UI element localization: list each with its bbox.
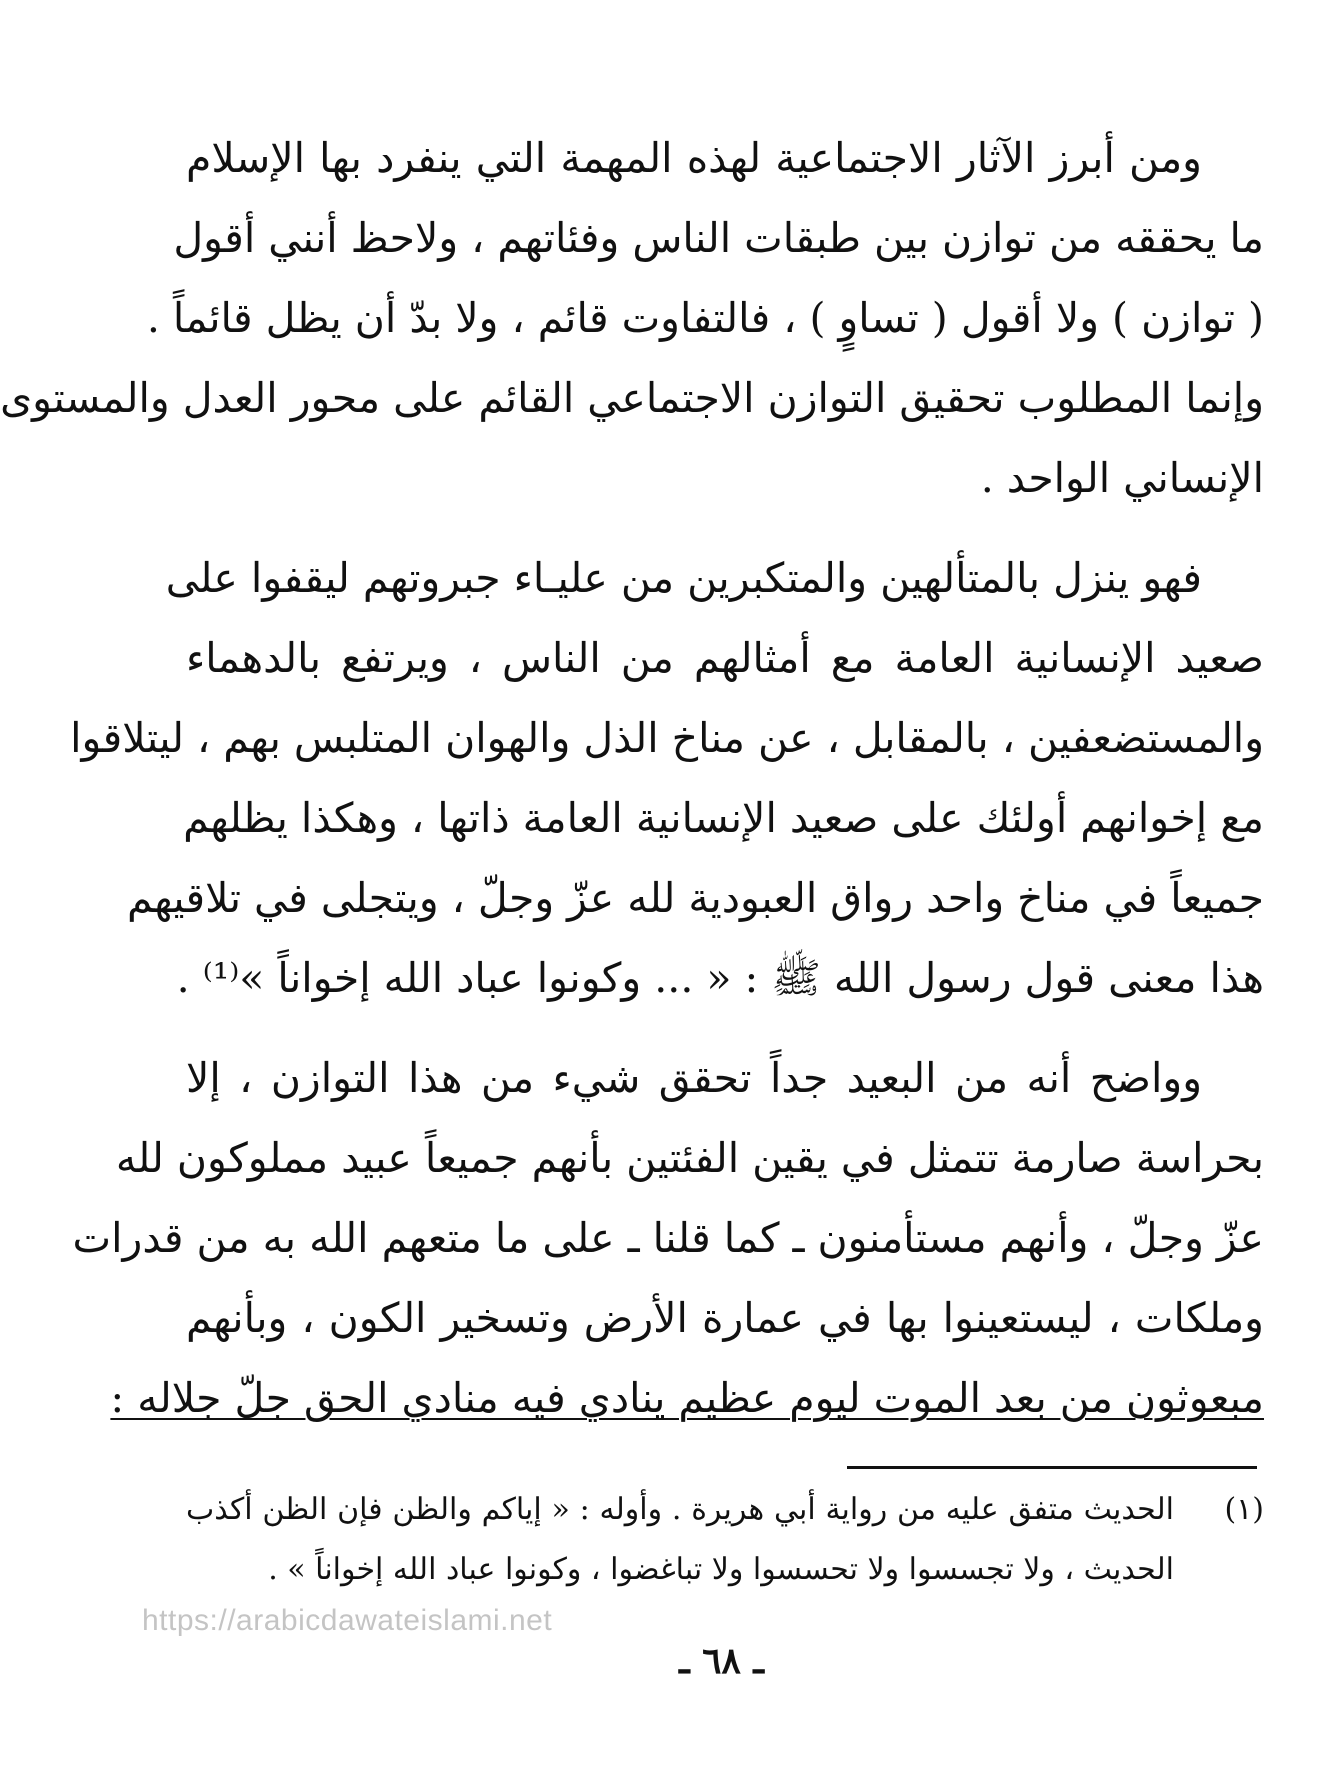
text-line: جميعاً في مناخ واحد رواق العبودية لله عزّ وجلّ ، ويتجلى في تلاقيهم <box>126 874 1264 922</box>
text-line: مبعوثون من بعد الموت ليوم عظيم ينادي فيه منادي الحق جلّ جلاله : <box>110 1374 1264 1422</box>
text-line: فهو ينزل بالمتألهين والمتكبرين من عليـاء جبروتهم ليقفوا على <box>165 554 1202 602</box>
paragraph-1 <box>0 118 1264 518</box>
watermark-url: https://arabicdawateislami.net <box>142 1604 553 1637</box>
page-body <box>0 118 1264 1458</box>
text-line: هذا معنى قول رسول الله ﷺ : « ... وكونوا عباد الله إخواناً »⁽¹⁾ . <box>176 954 1264 1002</box>
footnote-line: الحديث ، ولا تجسسوا ولا تحسسوا ولا تباغضوا ، وكونوا عباد الله إخواناً » . <box>268 1552 1174 1587</box>
text-line: وملكات ، ليستعينوا بها في عمارة الأرض وتسخير الكون ، وبأنهم <box>186 1294 1264 1342</box>
page-number: ـ ٦٨ ـ <box>679 1640 764 1682</box>
text-line: مع إخوانهم أولئك على صعيد الإنسانية العامة ذاتها ، وهكذا يظلهم <box>183 794 1264 842</box>
footnote-line: الحديث متفق عليه من رواية أبي هريرة . وأوله : « إياكم والظن فإن الظن أكذب <box>186 1492 1174 1527</box>
text-line: وإنما المطلوب تحقيق التوازن الاجتماعي القائم على محور العدل والمستوى <box>0 374 1264 422</box>
paragraph-2 <box>70 538 1264 1018</box>
text-line: الإنساني الواحد . <box>980 454 1264 502</box>
text-line: صعيد الإنسانية العامة مع أمثالهم من الناس ، ويرتفع بالدهماء <box>186 634 1264 682</box>
footnote <box>186 1480 1264 1600</box>
footnote-number: (١) <box>1224 1492 1264 1527</box>
paragraph-3 <box>72 1038 1264 1438</box>
text-line: عزّ وجلّ ، وأنهم مستأمنون ـ كما قلنا ـ على ما متعهم الله به من قدرات <box>72 1214 1264 1262</box>
text-line: ما يحققه من توازن بين طبقات الناس وفئاتهم ، ولاحظ أنني أقول <box>173 214 1264 262</box>
text-line: بحراسة صارمة تتمثل في يقين الفئتين بأنهم جميعاً عبيد مملوكون لله <box>115 1134 1264 1182</box>
text-line: ومن أبرز الآثار الاجتماعية لهذه المهمة التي ينفرد بها الإسلام <box>186 134 1202 182</box>
footnote-text <box>186 1480 1174 1600</box>
footnote-divider <box>847 1466 1257 1469</box>
text-line: ( توازن ) ولا أقول ( تساوٍ ) ، فالتفاوت قائم ، ولا بدّ أن يظل قائماً . <box>146 294 1264 342</box>
text-line: وواضح أنه من البعيد جداً تحقق شيء من هذا التوازن ، إلا <box>186 1054 1202 1102</box>
text-line: والمستضعفين ، بالمقابل ، عن مناخ الذل والهوان المتلبس بهم ، ليتلاقوا <box>70 714 1264 762</box>
